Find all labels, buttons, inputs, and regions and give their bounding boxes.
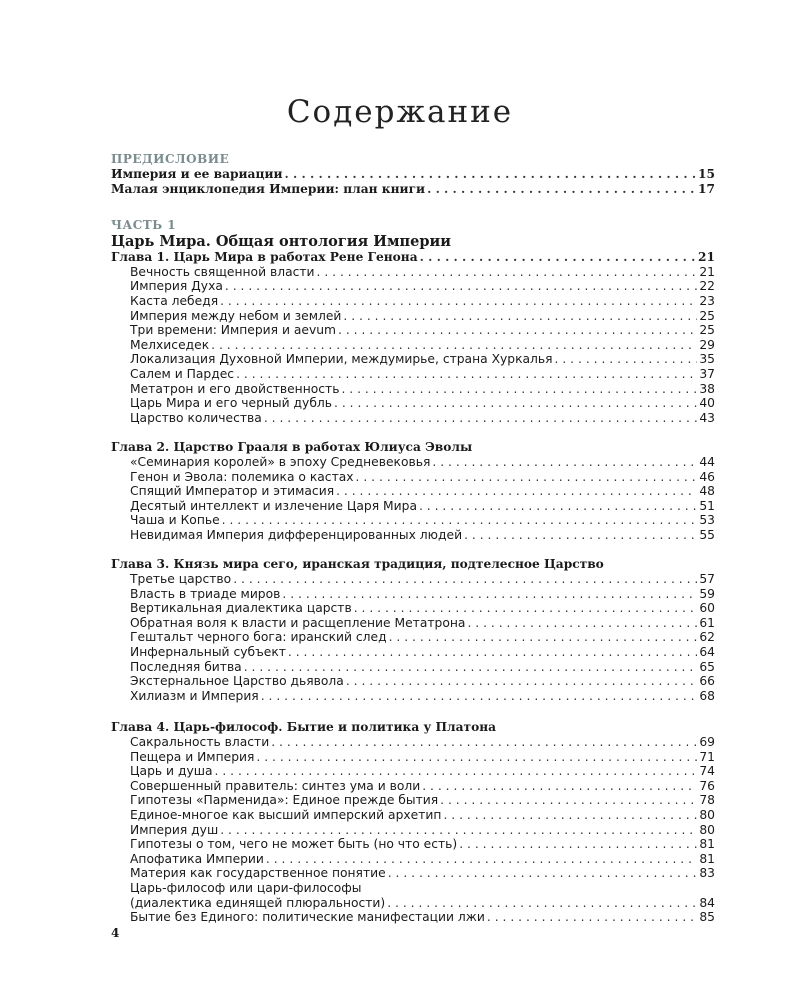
page-number: 4 xyxy=(111,926,120,940)
toc-entry-page: 83 xyxy=(699,866,715,881)
toc-entry-title: Глава 2. Царство Грааля в работах Юлиуса Эволы xyxy=(111,440,473,455)
toc-entry-page: 25 xyxy=(699,323,715,338)
toc-entry-title: Империя и ее вариации xyxy=(111,167,283,181)
toc-entry-page: 57 xyxy=(699,572,715,587)
toc-subentry xyxy=(111,779,715,794)
toc-entry-page: 68 xyxy=(699,688,715,703)
dot-leader xyxy=(317,265,697,280)
toc-subentry: Царь-философ или цари-философы xyxy=(130,880,362,895)
toc-entry-title: Гештальт черного бога: иранский след xyxy=(130,630,387,645)
toc-entry-page: 81 xyxy=(699,851,715,866)
dot-leader xyxy=(261,689,697,704)
toc-entry-title: Салем и Пардес xyxy=(130,366,235,381)
toc-entry-page: 21 xyxy=(698,250,715,265)
toc-subentry xyxy=(111,528,715,543)
toc-entry-page: 17 xyxy=(698,181,715,196)
toc-entry-page: 81 xyxy=(699,837,715,852)
dot-leader xyxy=(440,793,697,808)
toc-entry-page: 61 xyxy=(699,615,715,630)
toc-subentry xyxy=(111,294,715,309)
toc-subentry xyxy=(111,455,715,470)
toc-entry-page: 37 xyxy=(699,366,715,381)
toc-subentry xyxy=(111,513,715,528)
toc-entry-title: Царь и душа xyxy=(130,764,213,779)
dot-leader xyxy=(282,587,697,602)
toc-entry-page: 35 xyxy=(699,352,715,367)
toc-subentry xyxy=(111,601,715,616)
dot-leader xyxy=(356,470,697,485)
chapters-list xyxy=(111,250,715,925)
toc-entry-page: 55 xyxy=(699,527,715,542)
dot-leader xyxy=(467,616,697,631)
toc-entry-page: 40 xyxy=(699,396,715,411)
dot-leader xyxy=(244,660,697,675)
toc-entry-title: Хилиазм и Империя xyxy=(130,688,259,703)
toc-entry-page: 23 xyxy=(699,293,715,308)
toc-entry-title: Царство количества xyxy=(130,410,262,425)
toc-entry-title: Гипотезы о том, чего не может быть (но что есть) xyxy=(130,837,458,852)
toc-entry-page: 38 xyxy=(699,381,715,396)
toc-entry-title: Власть в триаде миров xyxy=(130,586,281,601)
toc-subentry xyxy=(111,411,715,426)
toc-subentry xyxy=(111,674,715,689)
dot-leader xyxy=(388,866,697,881)
dot-leader xyxy=(220,823,697,838)
toc-entry-page: 80 xyxy=(699,822,715,837)
toc-entry-title: Малая энциклопедия Империи: план книги xyxy=(111,181,426,196)
toc-subentry xyxy=(111,338,715,353)
dot-leader xyxy=(343,309,697,324)
toc-subentry xyxy=(111,265,715,280)
dot-leader xyxy=(419,499,697,514)
toc-subentry xyxy=(111,382,715,397)
chapter-title xyxy=(111,440,715,455)
dot-leader xyxy=(256,750,697,765)
toc-entry-title: Три времени: Империя и aevum xyxy=(130,323,336,338)
dot-leader xyxy=(336,484,697,499)
toc-entry-title: Совершенный правитель: синтез ума и воли xyxy=(130,778,421,793)
toc-entry-title: Генон и Эвола: полемика о кастах xyxy=(130,469,354,484)
toc-entry-title: Сакральность власти xyxy=(130,735,270,749)
dot-leader xyxy=(215,764,697,779)
toc-subentry xyxy=(111,630,715,645)
toc-subentry xyxy=(111,750,715,765)
toc-entry-title: Третье царство xyxy=(130,572,232,587)
toc-entry-page: 62 xyxy=(699,630,715,645)
toc-entry-title: Мелхиседек xyxy=(130,337,210,352)
toc-entry-title: Единое-многое как высший имперский архетип xyxy=(130,807,442,822)
toc-subentry xyxy=(111,837,715,852)
toc-entry-title: (диалектика единящей плюральности) xyxy=(130,895,386,910)
toc-entry-title: Невидимая Империя дифференцированных людей xyxy=(130,527,463,542)
toc-entry-page: 15 xyxy=(698,167,715,181)
toc-entry-title: Чаша и Копье xyxy=(130,513,220,528)
dot-leader xyxy=(346,674,697,689)
toc-entry-title: Империя между небом и землей xyxy=(130,308,342,323)
toc-subentry xyxy=(111,367,715,382)
toc-entry-page: 64 xyxy=(699,645,715,660)
preface-list xyxy=(111,167,715,196)
toc-subentry xyxy=(111,793,715,808)
toc-entry-page: 74 xyxy=(699,764,715,779)
dot-leader xyxy=(443,808,697,823)
preface-entry xyxy=(111,182,715,197)
toc-subentry xyxy=(111,764,715,779)
toc-subentry xyxy=(111,484,715,499)
toc-entry-page: 84 xyxy=(699,895,715,910)
toc-entry-page: 71 xyxy=(699,749,715,764)
toc-entry-page: 65 xyxy=(699,659,715,674)
part-label: ЧАСТЬ 1 xyxy=(111,218,177,233)
toc-subentry xyxy=(111,689,715,704)
dot-leader xyxy=(288,645,697,660)
toc-subentry xyxy=(111,660,715,675)
dot-leader xyxy=(334,396,697,411)
toc-entry-page: 80 xyxy=(699,807,715,822)
toc-entry-title: Бытие без Единого: политические манифестации лжи xyxy=(130,910,485,925)
toc-entry-title: Вертикальная диалектика царств xyxy=(130,601,352,616)
dot-leader xyxy=(354,601,697,616)
toc-subentry xyxy=(111,323,715,338)
toc-subentry xyxy=(111,910,715,925)
toc-entry-title: Империя душ xyxy=(130,822,219,837)
toc-subentry xyxy=(111,645,715,660)
toc-subentry xyxy=(111,279,715,294)
toc-entry-page: 22 xyxy=(699,279,715,294)
toc-entry-page: 46 xyxy=(699,469,715,484)
dot-leader xyxy=(422,779,697,794)
preface-entry xyxy=(111,167,715,182)
toc-entry-page: 60 xyxy=(699,601,715,616)
toc-entry-page: 43 xyxy=(699,410,715,425)
toc-subentry xyxy=(111,735,715,750)
toc-entry-page: 76 xyxy=(699,778,715,793)
toc-entry-title: Апофатика Империи xyxy=(130,851,264,866)
toc-content xyxy=(111,152,715,925)
dot-leader xyxy=(266,852,697,867)
toc-entry-page: 25 xyxy=(699,308,715,323)
toc-subentry xyxy=(111,823,715,838)
toc-entry-page: 66 xyxy=(699,674,715,689)
chapter-title xyxy=(111,557,715,572)
toc-entry-title: «Семинария королей» в эпоху Средневековья xyxy=(130,454,431,469)
dot-leader xyxy=(487,910,697,925)
dot-leader xyxy=(555,352,697,367)
dot-leader xyxy=(220,294,697,309)
toc-subentry xyxy=(111,309,715,324)
chapter-title xyxy=(111,720,715,735)
dot-leader xyxy=(432,455,697,470)
toc-entry-page: 59 xyxy=(699,586,715,601)
toc-entry-title: Экстернальное Царство дьявола xyxy=(130,674,344,689)
toc-entry-title: Инфернальный субъект xyxy=(130,645,286,660)
toc-subentry xyxy=(111,808,715,823)
dot-leader xyxy=(225,279,697,294)
dot-leader xyxy=(222,513,697,528)
dot-leader xyxy=(264,411,697,426)
toc-entry-page: 29 xyxy=(699,337,715,352)
dot-leader xyxy=(236,367,697,382)
toc-entry-title: Материя как государственное понятие xyxy=(130,866,386,881)
toc-entry-page: 48 xyxy=(699,484,715,499)
toc-entry-title: Пещера и Империя xyxy=(130,749,255,764)
dot-leader xyxy=(341,382,697,397)
toc-subentry xyxy=(111,896,715,911)
toc-subentry xyxy=(111,587,715,602)
toc-entry-title: Глава 1. Царь Мира в работах Рене Генона xyxy=(111,250,418,265)
toc-subentry xyxy=(111,352,715,367)
part-heading: Царь Мира. Общая онтология Империи xyxy=(111,233,452,251)
toc-subentry xyxy=(111,866,715,881)
toc-entry-title: Империя Духа xyxy=(130,279,223,294)
dot-leader xyxy=(427,182,696,197)
page-title: Содержание xyxy=(286,94,514,130)
toc-entry-title: Глава 3. Князь мира сего, иранская традиция, подтелесное Царство xyxy=(111,557,604,572)
dot-leader xyxy=(285,167,697,182)
toc-entry-page: 78 xyxy=(699,793,715,808)
toc-entry-title: Царь Мира и его черный дубль xyxy=(130,396,333,411)
toc-subentry xyxy=(111,572,715,587)
toc-entry-page: 53 xyxy=(699,513,715,528)
toc-entry-page: 51 xyxy=(699,498,715,513)
toc-entry-title: Последняя битва xyxy=(130,659,242,674)
dot-leader xyxy=(271,735,697,750)
dot-leader xyxy=(338,323,697,338)
dot-leader xyxy=(233,572,697,587)
dot-leader xyxy=(211,338,697,353)
dot-leader xyxy=(389,630,697,645)
toc-subentry xyxy=(111,499,715,514)
toc-entry-title: Локализация Духовной Империи, междумирье, страна Хуркалья xyxy=(130,352,553,367)
dot-leader xyxy=(464,528,697,543)
dot-leader xyxy=(420,250,696,265)
toc-entry-title: Вечность священной власти xyxy=(130,264,315,279)
toc-entry-page: 69 xyxy=(699,735,715,749)
dot-leader xyxy=(387,896,697,911)
toc-entry-page: 44 xyxy=(699,454,715,469)
toc-entry-title: Гипотезы «Парменида»: Единое прежде бытия xyxy=(130,793,439,808)
toc-entry-page: 85 xyxy=(699,910,715,925)
toc-entry-title: Обратная воля к власти и расщепление Метатрона xyxy=(130,615,466,630)
toc-subentry xyxy=(111,396,715,411)
toc-entry-title: Метатрон и его двойственность xyxy=(130,381,340,396)
chapter-title xyxy=(111,250,715,265)
toc-entry-title: Спящий Император и этимасия xyxy=(130,484,335,499)
toc-entry-title: Глава 4. Царь-философ. Бытие и политика у Платона xyxy=(111,720,497,735)
dot-leader xyxy=(459,837,697,852)
toc-subentry xyxy=(111,470,715,485)
preface-label: ПРЕДИСЛОВИЕ xyxy=(111,152,230,166)
toc-subentry xyxy=(111,852,715,867)
toc-entry-title: Каста лебедя xyxy=(130,293,219,308)
toc-entry-title: Десятый интеллект и излечение Царя Мира xyxy=(130,498,417,513)
toc-entry-page: 21 xyxy=(699,264,715,279)
toc-subentry xyxy=(111,616,715,631)
